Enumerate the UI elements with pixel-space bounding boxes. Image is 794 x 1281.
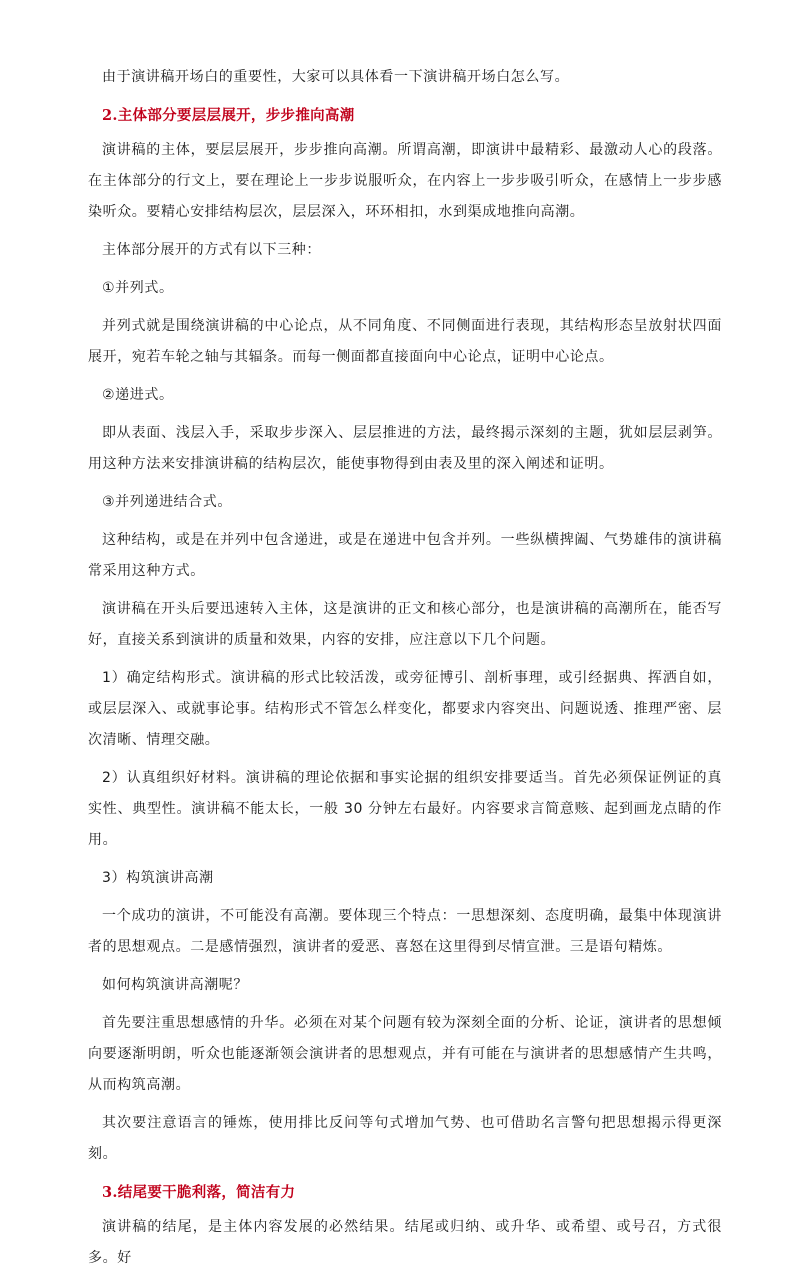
paragraph: 首先要注重思想感情的升华。必须在对某个问题有较为深刻全面的分析、论证，演讲者的思想倾向要逐渐明朗，听众也能逐渐领会演讲者的思想观点，并有可能在与演讲者的思想感情产生共鸣，从而构筑高潮。 (88, 1015, 722, 1093)
paragraph: 这种结构，或是在并列中包含递进，或是在递进中包含并列。一些纵横捭阖、气势雄伟的演讲稿常采用这种方式。 (88, 532, 722, 579)
paragraph: 演讲稿的结尾，是主体内容发展的必然结果。结尾或归纳、或升华、或希望、或号召，方式很多。好 (88, 1219, 722, 1266)
paragraph: 一个成功的演讲，不可能没有高潮。要体现三个特点：一思想深刻、态度明确，最集中体现演讲者的思想观点。二是感情强烈，演讲者的爱恶、喜怒在这里得到尽情宣泄。三是语句精炼。 (88, 908, 722, 955)
numbered-point: 2）认真组织好材料。演讲稿的理论依据和事实论据的组织安排要适当。首先必须保证例证的真实性、典型性。演讲稿不能太长，一般 30 分钟左右最好。内容要求言简意赅、起到画龙点睛的作用。 (88, 770, 722, 848)
paragraph: 主体部分展开的方式有以下三种： (102, 242, 321, 258)
numbered-point: 1）确定结构形式。演讲稿的形式比较活泼，或旁征博引、剖析事理，或引经据典、挥洒自如，或层层深入、或就事论事。结构形式不管怎么样变化，都要求内容突出、问题说透、推理严密、层次清晰、情理交融。 (88, 670, 722, 748)
intro-paragraph: 由于演讲稿开场白的重要性，大家可以具体看一下演讲稿开场白怎么写。 (102, 69, 570, 85)
list-item-label: ②递进式。 (102, 387, 174, 403)
section-heading-ending: 3.结尾要干脆利落，简洁有力 (102, 1184, 296, 1201)
paragraph: 并列式就是围绕演讲稿的中心论点，从不同角度、不同侧面进行表现，其结构形态呈放射状四面展开，宛若车轮之轴与其辐条。而每一侧面都直接面向中心论点，证明中心论点。 (88, 318, 722, 365)
paragraph: 即从表面、浅层入手，采取步步深入、层层推进的方法，最终揭示深刻的主题，犹如层层剥笋。用这种方法来安排演讲稿的结构层次，能使事物得到由表及里的深入阐述和证明。 (88, 425, 722, 472)
paragraph: 演讲稿的主体，要层层展开，步步推向高潮。所谓高潮，即演讲中最精彩、最激动人心的段落。在主体部分的行文上，要在理论上一步步说服听众，在内容上一步步吸引听众，在感情上一步步感染听众。要精心安排结构层次，层层深入，环环相扣，水到渠成地推向高潮。 (88, 142, 722, 220)
numbered-point: 3）构筑演讲高潮 (102, 870, 214, 886)
paragraph: 演讲稿在开头后要迅速转入主体，这是演讲的正文和核心部分，也是演讲稿的高潮所在，能否写好，直接关系到演讲的质量和效果，内容的安排，应注意以下几个问题。 (88, 601, 722, 648)
paragraph: 如何构筑演讲高潮呢？ (102, 977, 248, 993)
section-heading-body: 2.主体部分要层层展开，步步推向高潮 (102, 107, 355, 124)
document-page (88, 62, 722, 1281)
list-item-label: ③并列递进结合式。 (102, 494, 232, 510)
paragraph: 其次要注意语言的锤炼，使用排比反问等句式增加气势、也可借助名言警句把思想揭示得更深刻。 (88, 1115, 722, 1162)
list-item-label: ①并列式。 (102, 280, 174, 296)
